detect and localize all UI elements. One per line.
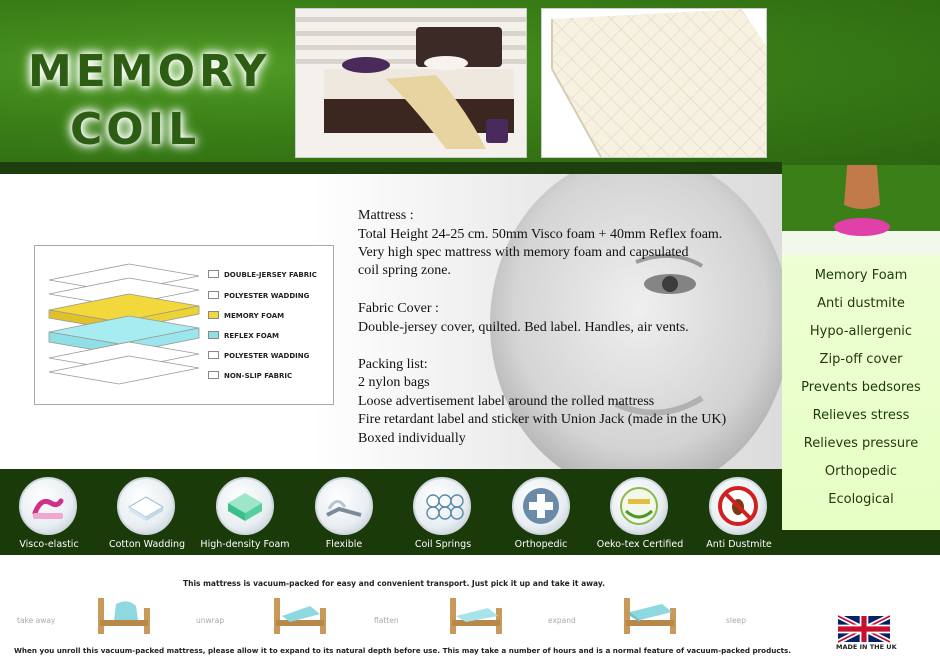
mattress-layer-diagram [34, 245, 334, 405]
bed-step-icon [446, 594, 506, 638]
fabric-line: Double-jersey cover, quilted. Bed label. Handles, air vents. [358, 320, 689, 335]
legend-memory-foam: MEMORY FOAM [224, 312, 285, 320]
cotton-wadding-icon [117, 477, 175, 535]
feature-hypo-allergenic: Hypo-allergenic [809, 324, 913, 339]
icon-label-flexible: Flexible [325, 539, 363, 550]
bed-step-icon [270, 594, 330, 638]
header-divider [0, 162, 782, 174]
union-jack-flag-icon [838, 615, 890, 643]
icon-label-oeko: Oeko-tex Certified [596, 539, 684, 550]
high-density-foam-icon [216, 477, 274, 535]
oeko-tex-icon [610, 477, 668, 535]
vacuum-pack-note: This mattress is vacuum-packed for easy and convenient transport. Just pick it up and take it away. [183, 579, 605, 588]
icon-label-orthopedic: Orthopedic [514, 539, 568, 550]
legend-swatch [208, 311, 219, 319]
icon-label-coil: Coil Springs [414, 539, 472, 550]
mattress-line: coil spring zone. [358, 263, 451, 278]
bed-step-icon [94, 594, 154, 638]
bed-step-icon [620, 594, 680, 638]
anti-dustmite-icon [709, 477, 767, 535]
step-sleep: sleep [726, 616, 746, 625]
legend-swatch [208, 270, 219, 278]
step-unwrap: unwrap [196, 616, 225, 625]
packing-line: Loose advertisement label around the rolled mattress [358, 394, 655, 409]
feature-relieves-pressure: Relieves pressure [803, 436, 919, 451]
icon-label-anti-dustmite: Anti Dustmite [706, 539, 772, 550]
mattress-line: Total Height 24-25 cm. 50mm Visco foam + 40mm Reflex foam. [358, 227, 723, 242]
title-coil: COIL [70, 104, 201, 155]
feature-relieves-stress: Relieves stress [812, 408, 910, 423]
legend-non-slip: NON-SLIP FABRIC [224, 372, 293, 380]
model-photo [782, 165, 940, 255]
mattress-heading: Mattress : [358, 208, 414, 223]
feature-prevents-bedsores: Prevents bedsores [801, 380, 921, 395]
feature-memory-foam: Memory Foam [814, 268, 908, 283]
legend-swatch [208, 351, 219, 359]
step-take-away: take away [17, 616, 56, 625]
icon-label-visco: Visco-elastic [19, 539, 79, 550]
icon-label-foam: High-density Foam [200, 539, 290, 550]
legend-swatch [208, 331, 219, 339]
packing-line: Boxed individually [358, 431, 466, 446]
mattress-photo [541, 8, 767, 158]
packing-line: Fire retardant label and sticker with Union Jack (made in the UK) [358, 412, 727, 427]
legend-swatch [208, 371, 219, 379]
step-flatten: flatten [374, 616, 399, 625]
bed-photo [295, 8, 527, 158]
orthopedic-cross-icon [512, 477, 570, 535]
fabric-heading: Fabric Cover : [358, 301, 439, 316]
legend-reflex-foam: REFLEX FOAM [224, 332, 279, 340]
legend-polyester-wadding-2: POLYESTER WADDING [224, 352, 310, 360]
feature-anti-dustmite: Anti dustmite [817, 296, 905, 311]
expansion-note: When you unroll this vacuum-packed mattress, please allow it to expand to its natural depth before use. This may take a number of hours and is a normal feature of vacuum-packed products. [14, 646, 792, 655]
feature-orthopedic: Orthopedic [824, 464, 898, 479]
title-memory: MEMORY [28, 46, 271, 97]
made-in-uk-label: MADE IN THE UK [836, 643, 897, 651]
mattress-line: Very high spec mattress with memory foam and capsulated [358, 245, 689, 260]
visco-elastic-icon [19, 477, 77, 535]
coil-springs-icon [413, 477, 471, 535]
legend-double-jersey: DOUBLE-JERSEY FABRIC [224, 271, 317, 279]
legend-swatch [208, 291, 219, 299]
step-expand: expand [548, 616, 576, 625]
legend-polyester-wadding: POLYESTER WADDING [224, 292, 310, 300]
feature-zip-off-cover: Zip-off cover [819, 352, 903, 367]
feature-icon-strip-extension [782, 530, 940, 555]
icon-label-cotton: Cotton Wadding [108, 539, 186, 550]
packing-line: 2 nylon bags [358, 375, 430, 390]
packing-heading: Packing list: [358, 357, 428, 372]
flexible-icon [315, 477, 373, 535]
feature-ecological: Ecological [828, 492, 894, 507]
